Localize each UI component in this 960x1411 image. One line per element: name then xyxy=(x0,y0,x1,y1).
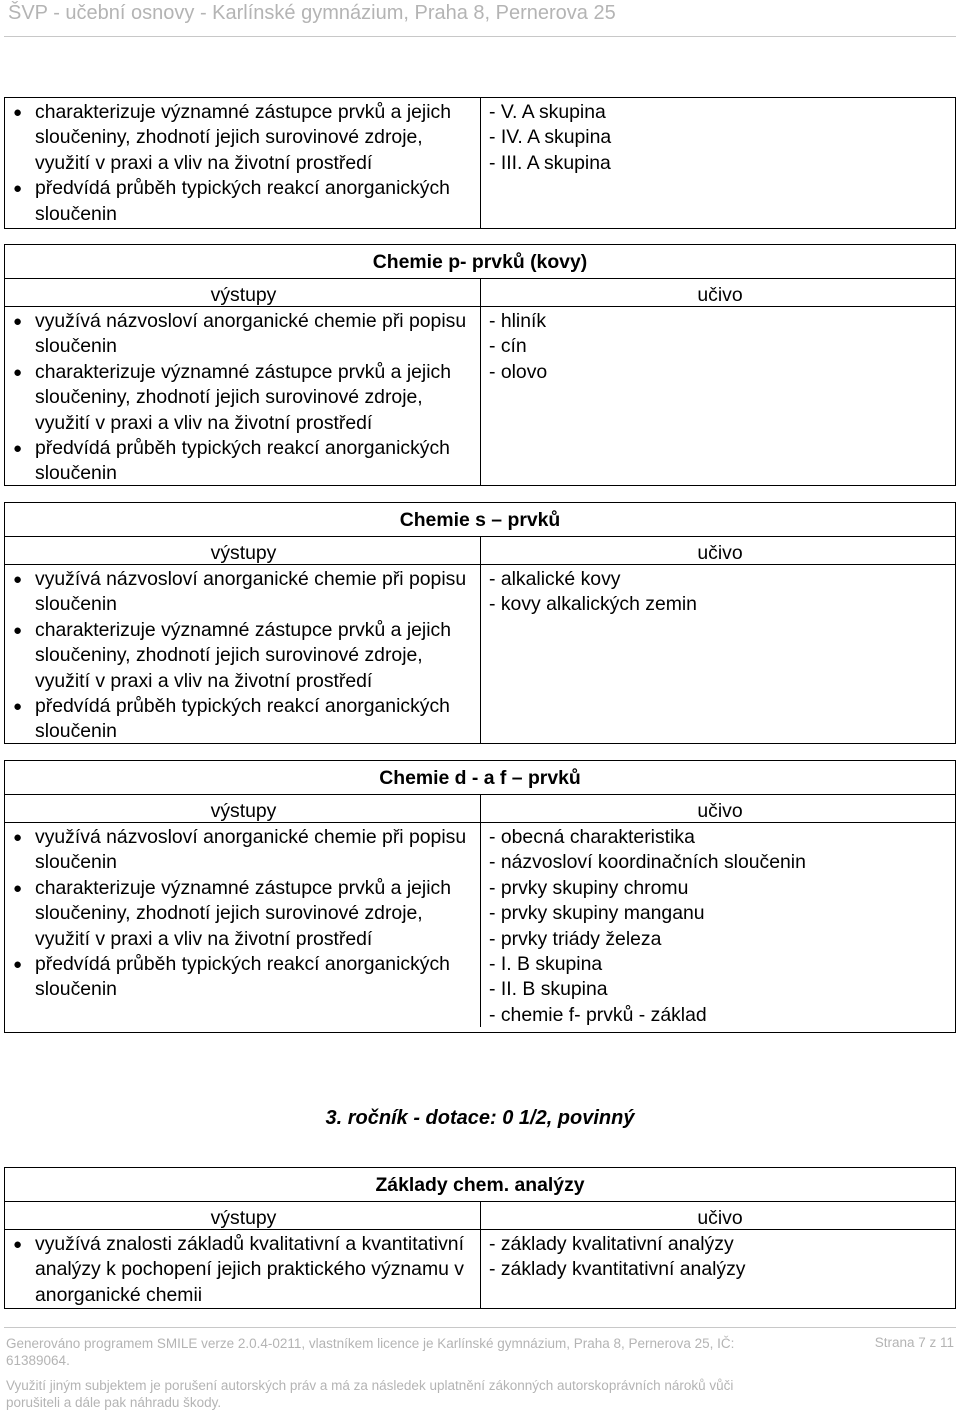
year-heading: 3. ročník - dotace: 0 1/2, povinný xyxy=(325,1107,635,1129)
footer-copyright-note: Využití jiným subjektem je porušení autorských práv a má za následek uplatnění zákonných autorskoprávních nároků vůči porušiteli a dále pak náhradu škody. xyxy=(6,1378,734,1410)
outputs-list xyxy=(11,567,476,745)
outputs-list xyxy=(11,825,476,1003)
header-divider xyxy=(4,36,956,37)
column-header-content: učivo xyxy=(697,284,743,306)
content-item: - cín xyxy=(489,335,527,358)
column-header-row xyxy=(5,795,955,823)
section-table-p-metals xyxy=(4,244,956,486)
table-body-row xyxy=(5,823,955,1032)
section-title: Základy chem. analýzy xyxy=(5,1168,955,1202)
column-header-row xyxy=(5,1202,955,1230)
column-header-content: učivo xyxy=(697,1207,743,1229)
column-header-content: učivo xyxy=(697,542,743,564)
output-item: ● předvídá průběh typických reakcí anorganických sloučenin xyxy=(11,436,476,487)
output-item: ● charakterizuje významné zástupce prvků a jejich sloučeniny, zhodnotí jejich surovinové zdroje, využití v praxi a vliv na životní prostředí xyxy=(11,618,476,694)
content-cell xyxy=(481,823,955,1032)
content-item: - kovy alkalických zemin xyxy=(489,593,697,616)
content-list xyxy=(489,100,951,176)
column-header-row xyxy=(5,279,955,307)
content-list xyxy=(489,1232,951,1283)
section-title: Chemie s – prvků xyxy=(5,503,955,537)
content-list xyxy=(489,309,951,385)
content-item: - obecná charakteristika xyxy=(489,826,695,848)
content-cell xyxy=(481,565,955,743)
table-body-row xyxy=(5,307,955,485)
content-item: - prvky triády železa xyxy=(489,927,662,950)
section-title: Chemie p- prvků (kovy) xyxy=(5,245,955,279)
curriculum-table-continued xyxy=(4,97,956,229)
section-table-d-f-elements xyxy=(4,760,956,1033)
column-header-row xyxy=(5,537,955,565)
table-body-row xyxy=(5,1230,955,1308)
content-list xyxy=(489,825,951,1028)
outputs-cell xyxy=(5,565,481,743)
footer-divider xyxy=(4,1327,956,1328)
page-header-title: ŠVP - učební osnovy - Karlínské gymnázium, Praha 8, Pernerova 25 xyxy=(8,2,616,24)
content-cell xyxy=(481,307,955,485)
outputs-cell xyxy=(5,98,481,228)
table-body-row xyxy=(5,565,955,743)
content-cell xyxy=(481,1230,955,1308)
content-item: - IV. A skupina xyxy=(489,126,612,149)
outputs-list xyxy=(11,100,476,227)
output-item: ● předvídá průběh typických reakcí anorganických sloučenin xyxy=(11,176,476,227)
outputs-cell xyxy=(5,823,481,1027)
output-item: ● využívá názvosloví anorganické chemie při popisu sloučenin xyxy=(11,825,476,876)
content-item: - hliník xyxy=(489,310,547,332)
output-item: ● charakterizuje významné zástupce prvků a jejich sloučeniny, zhodnotí jejich surovinové zdroje, využití v praxi a vliv na životní prostředí xyxy=(11,876,476,952)
section-title: Chemie d - a f – prvků xyxy=(5,761,955,795)
content-cell xyxy=(481,98,955,228)
content-item: - III. A skupina xyxy=(489,151,611,174)
output-item: ● předvídá průběh typických reakcí anorganických sloučenin xyxy=(11,694,476,745)
output-item: ● využívá názvosloví anorganické chemie při popisu sloučenin xyxy=(11,567,476,618)
column-header-content: učivo xyxy=(697,800,743,822)
content-item: - názvosloví koordinačních sloučenin xyxy=(489,851,806,874)
outputs-cell xyxy=(5,307,481,485)
content-item: - chemie f- prvků - základ xyxy=(489,1003,707,1026)
column-header-outputs: výstupy xyxy=(5,279,481,306)
content-item: - základy kvantitativní analýzy xyxy=(489,1258,746,1281)
footer-generator-note: Generováno programem SMILE verze 2.0.4-0211, vlastníkem licence je Karlínské gymnázium, Praha 8, Pernerova 25, IČ: 61389064. xyxy=(6,1336,735,1368)
outputs-list xyxy=(11,1232,476,1308)
output-item: ● využívá názvosloví anorganické chemie při popisu sloučenin xyxy=(11,309,476,360)
outputs-list xyxy=(11,309,476,487)
column-header-outputs: výstupy xyxy=(5,537,481,564)
content-item: - základy kvalitativní analýzy xyxy=(489,1233,734,1255)
outputs-cell xyxy=(5,1230,481,1308)
content-item: - prvky skupiny chromu xyxy=(489,876,689,899)
output-item: ● charakterizuje významné zástupce prvků a jejich sloučeniny, zhodnotí jejich surovinové zdroje, využití v praxi a vliv na životní prostředí xyxy=(11,100,476,176)
content-item: - olovo xyxy=(489,360,548,383)
section-table-chem-analysis xyxy=(4,1167,956,1309)
content-item: - V. A skupina xyxy=(489,101,606,123)
column-header-outputs: výstupy xyxy=(5,1202,481,1229)
table-body-row xyxy=(5,98,955,228)
output-item: ● využívá znalosti základů kvalitativní a kvantitativní analýzy k pochopení jejich praktického významu v anorganické chemii xyxy=(11,1232,476,1308)
output-item: ● předvídá průběh typických reakcí anorganických sloučenin xyxy=(11,952,476,1003)
content-item: - prvky skupiny manganu xyxy=(489,902,705,925)
column-header-outputs: výstupy xyxy=(5,795,481,822)
footer-page-number: Strana 7 z 11 xyxy=(874,1335,954,1350)
output-item: ● charakterizuje významné zástupce prvků a jejich sloučeniny, zhodnotí jejich surovinové zdroje, využití v praxi a vliv na životní prostředí xyxy=(11,360,476,436)
content-item: - I. B skupina xyxy=(489,953,603,976)
content-item: - II. B skupina xyxy=(489,978,608,1001)
section-table-s-elements xyxy=(4,502,956,744)
content-item: - alkalické kovy xyxy=(489,568,621,590)
content-list xyxy=(489,567,951,618)
